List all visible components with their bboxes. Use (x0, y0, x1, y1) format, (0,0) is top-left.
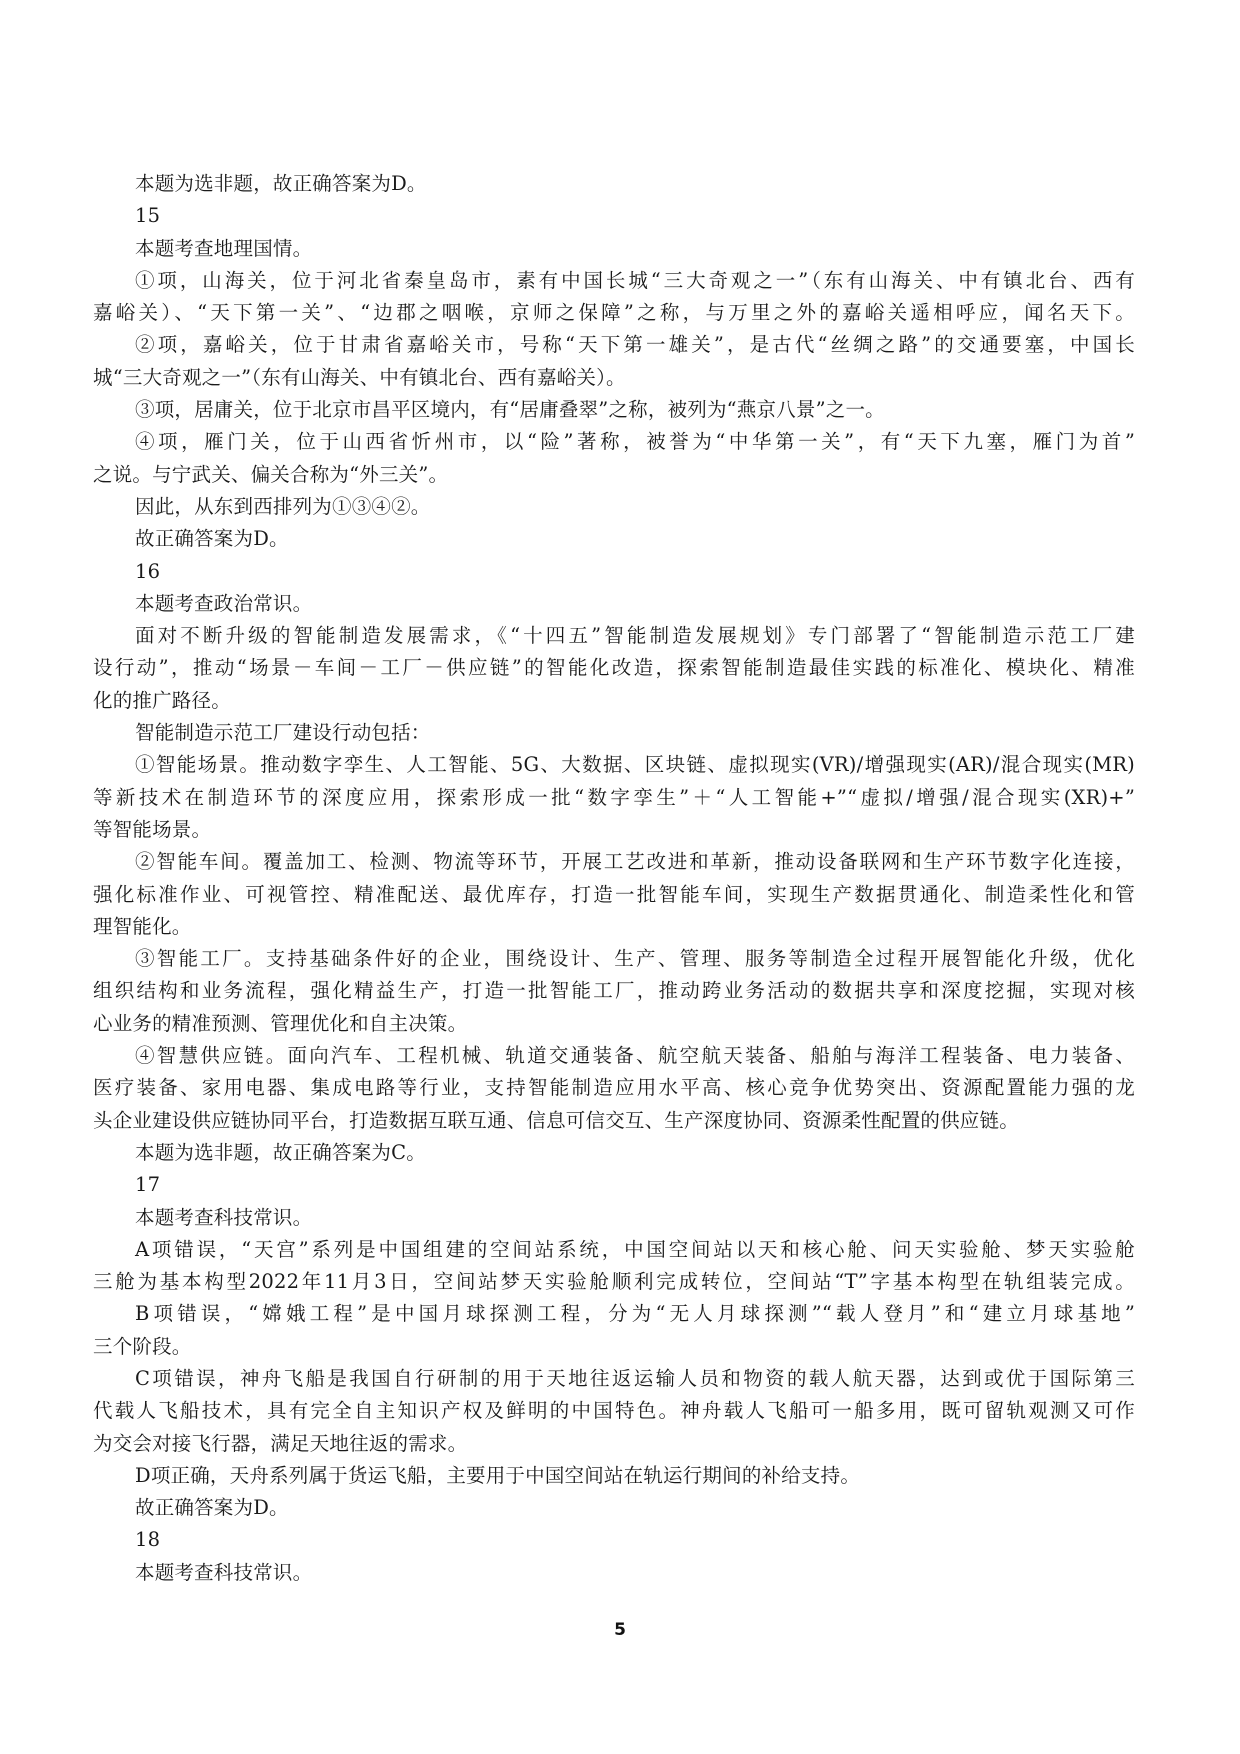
text-line: 本题考查科技常识。 (135, 1205, 313, 1229)
text-line: 之说。与宁武关、偏关合称为“外三关”。 (93, 462, 449, 486)
text-line: 15 (135, 204, 161, 228)
text-line: 为交会对接飞行器，满足天地往返的需求。 (93, 1431, 468, 1455)
text-line: 因此，从东到西排列为①③④②。 (135, 494, 431, 518)
text-line: 故正确答案为D。 (135, 1496, 289, 1520)
text-line: 智能制造示范工厂建设行动包括： (135, 721, 431, 745)
text-line: 头企业建设供应链协同平台，打造数据互联互通、信息可信交互、生产深度协同、资源柔性配置的供应链。 (93, 1108, 1019, 1132)
text-line: 等新技术在制造环节的深度应用，探索形成一批“数字孪生”＋“人工智能+”“虚拟/增强/混合现实(XR)+” (93, 785, 1135, 809)
text-line: 17 (135, 1173, 161, 1197)
text-line: ④智慧供应链。面向汽车、工程机械、轨道交通装备、航空航天装备、船舶与海洋工程装备、电力装备、 (135, 1044, 1135, 1068)
text-line: ②项，嘉峪关，位于甘肃省嘉峪关市，号称“天下第一雄关”，是古代“丝绸之路”的交通要塞，中国长 (135, 333, 1135, 357)
text-line: ③智能工厂。支持基础条件好的企业，围绕设计、生产、管理、服务等制造全过程开展智能化升级，优化 (135, 947, 1135, 971)
text-line: 16 (135, 559, 161, 583)
text-line: ②智能车间。覆盖加工、检测、物流等环节，开展工艺改进和革新，推动设备联网和生产环节数字化连接， (135, 850, 1135, 874)
text-line: D项正确，天舟系列属于货运飞船，主要用于中国空间站在轨运行期间的补给支持。 (135, 1463, 861, 1487)
text-line: ③项，居庸关，位于北京市昌平区境内，有“居庸叠翠”之称，被列为“燕京八景”之一。 (135, 398, 885, 422)
text-line: 城“三大奇观之一”（东有山海关、中有镇北台、西有嘉峪关）。 (93, 365, 626, 389)
text-line: ①智能场景。推动数字孪生、人工智能、5G、大数据、区块链、虚拟现实(VR)/增强现实(AR)/混合现实(MR) (135, 753, 1135, 777)
text-line: 嘉峪关）、“天下第一关”、“边郡之咽喉，京师之保障”之称，与万里之外的嘉峪关遥相呼应，闻名天下。 (93, 301, 1135, 325)
text-line: C项错误，神舟飞船是我国自行研制的用于天地往返运输人员和物资的载人航天器，达到或优于国际第三 (135, 1366, 1135, 1390)
text-line: 医疗装备、家用电器、集成电路等行业，支持智能制造应用水平高、核心竞争优势突出、资源配置能力强的龙 (93, 1076, 1135, 1100)
text-line: 化的推广路径。 (93, 688, 231, 712)
page-body (93, 168, 1135, 1589)
text-line: 本题考查科技常识。 (135, 1560, 313, 1584)
text-line: 本题考查政治常识。 (135, 591, 313, 615)
text-line: ④项，雁门关，位于山西省忻州市，以“险”著称，被誉为“中华第一关”，有“天下九塞，雁门为首” (135, 430, 1135, 454)
text-line: 三个阶段。 (93, 1334, 192, 1358)
text-line: 组织结构和业务流程，强化精益生产，打造一批智能工厂，推动跨业务活动的数据共享和深度挖掘，实现对核 (93, 979, 1135, 1003)
text-line: 三舱为基本构型2022年11月3日，空间站梦天实验舱顺利完成转位，空间站“T”字基本构型在轨组装完成。 (93, 1270, 1135, 1294)
text-line: B项错误，“嫦娥工程”是中国月球探测工程，分为“无人月球探测”“载人登月”和“建立月球基地” (135, 1302, 1135, 1326)
page-number: 5 (614, 1620, 626, 1640)
text-line: 本题为选非题，故正确答案为D。 (135, 172, 427, 195)
text-line: 设行动”，推动“场景－车间－工厂－供应链”的智能化改造，探索智能制造最佳实践的标准化、模块化、精准 (93, 656, 1135, 680)
text-line: 面对不断升级的智能制造发展需求，《“十四五”智能制造发展规划》专门部署了“智能制造示范工厂建 (135, 624, 1135, 648)
text-line: 本题考查地理国情。 (135, 236, 313, 260)
text-line: 心业务的精准预测、管理优化和自主决策。 (93, 1011, 468, 1035)
text-line: 等智能场景。 (93, 817, 212, 841)
text-line: A项错误，“天宫”系列是中国组建的空间站系统，中国空间站以天和核心舱、问天实验舱、梦天实验舱 (135, 1237, 1135, 1261)
text-line: ①项，山海关，位于河北省秦皇岛市，素有中国长城“三大奇观之一”（东有山海关、中有镇北台、西有 (135, 268, 1135, 292)
text-line: 本题为选非题，故正确答案为C。 (135, 1140, 426, 1164)
text-line: 理智能化。 (93, 914, 192, 938)
text-line: 强化标准作业、可视管控、精准配送、最优库存，打造一批智能车间，实现生产数据贯通化、制造柔性化和管 (93, 882, 1135, 906)
text-line: 18 (135, 1528, 161, 1552)
text-line: 代载人飞船技术，具有完全自主知识产权及鲜明的中国特色。神舟载人飞船可一船多用，既可留轨观测又可作 (93, 1399, 1135, 1423)
text-line: 故正确答案为D。 (135, 527, 289, 551)
